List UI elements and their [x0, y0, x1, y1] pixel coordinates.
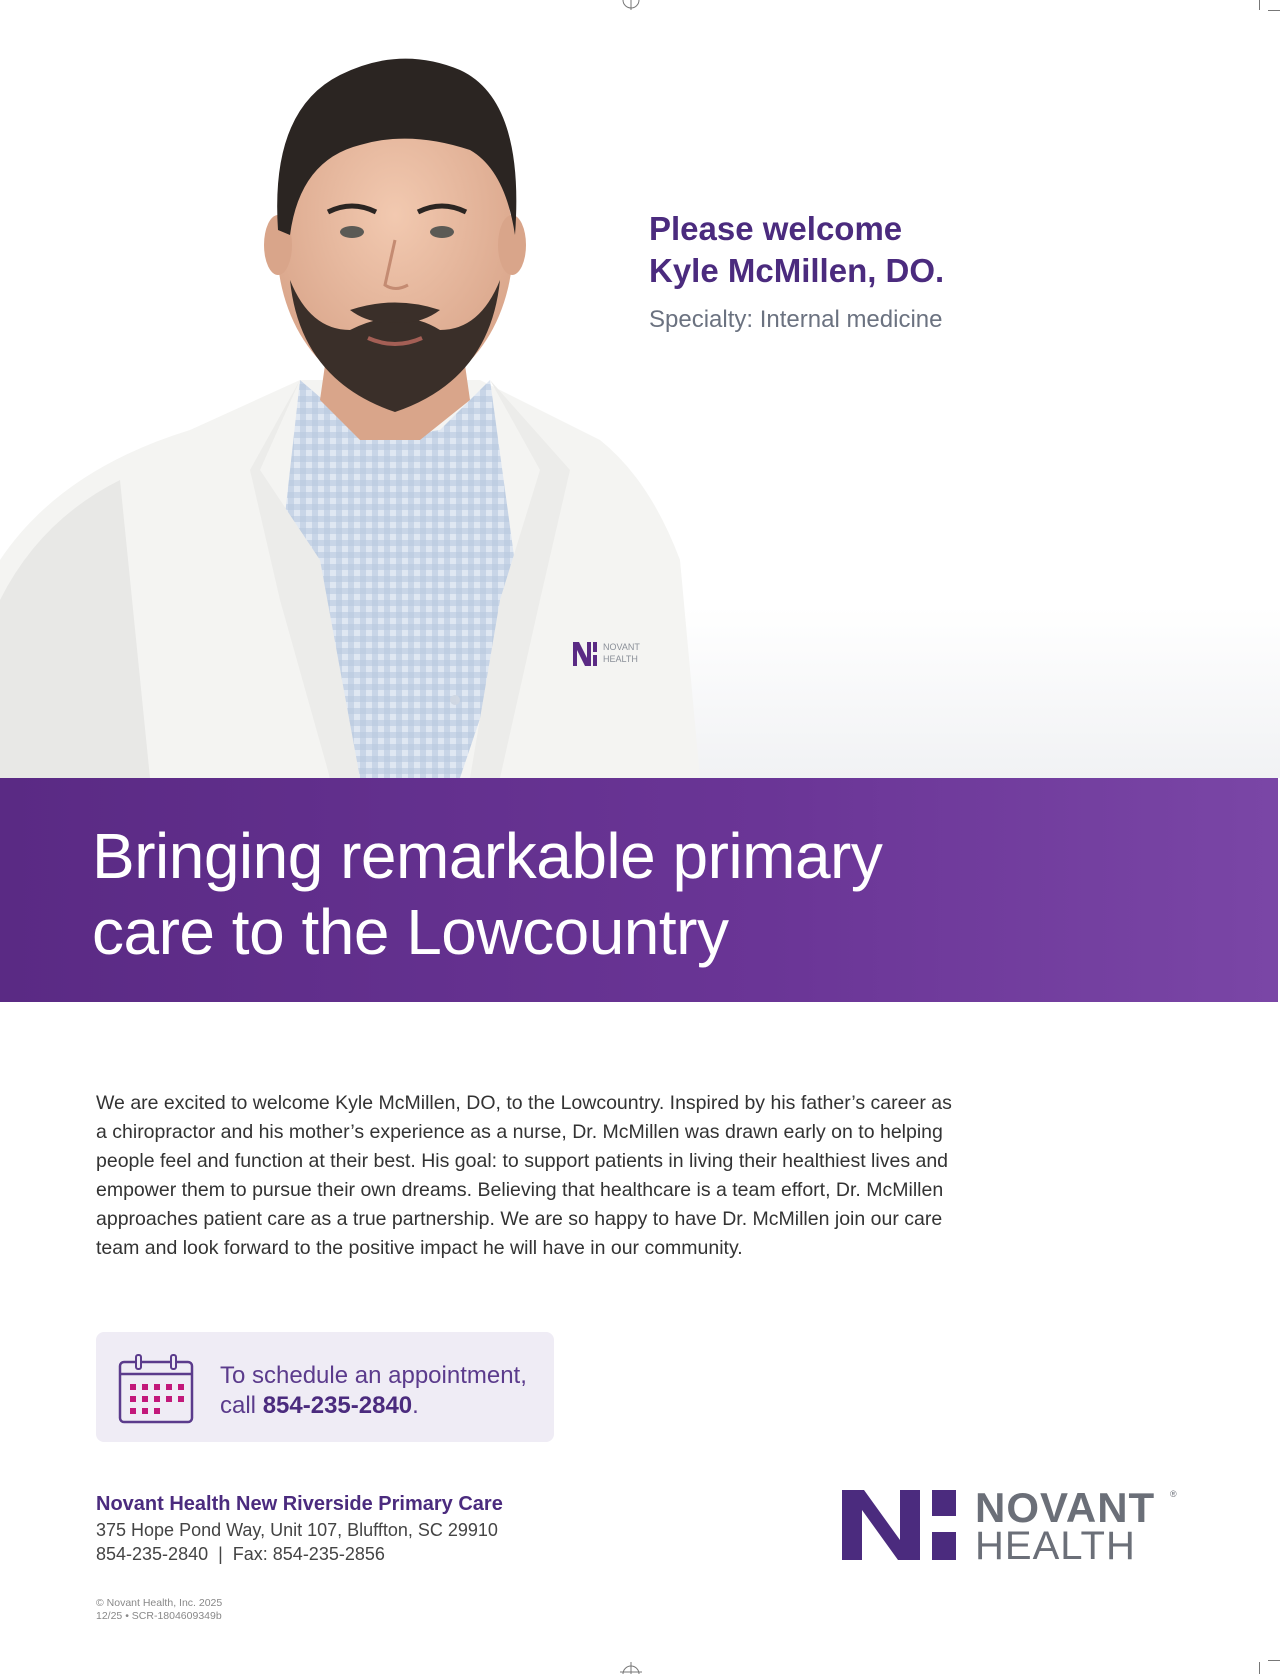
novant-mark-small-icon	[571, 640, 599, 668]
appointment-phone-link[interactable]: 854-235-2840	[262, 1392, 413, 1419]
clinic-phones: 854-235-2840 | Fax: 854-235-2856	[96, 1544, 385, 1564]
headline	[92, 818, 1192, 970]
appointment-line-2	[220, 1392, 419, 1420]
intro-paragraph: We are excited to welcome Kyle McMillen, DO, to the Lowcountry. Inspired by his father’s career as a chiropractor and his mother’s experience as a nurse, Dr. McMillen was drawn early on to helping people feel and function at their best. His goal: to support patients in living their healthiest lives and empower them to pursue their own dreams. Believing that healthcare is a team effort, Dr. McMillen approaches patient care as a true partnership. We are so happy to have Dr. McMillen join our care team and look forward to the positive impact he will have in our community.	[96, 1092, 952, 1259]
document-code: 12/25 • SCR-1804609349b	[96, 1610, 222, 1622]
clinic-name: Novant Health New Riverside Primary Care	[96, 1493, 503, 1515]
appointment-line-1: To schedule an appointment,	[220, 1362, 527, 1389]
registration-mark-icon	[620, 0, 642, 10]
crop-mark	[1268, 10, 1280, 11]
specialty-text: Specialty: Internal medicine	[649, 306, 943, 333]
crop-mark	[1268, 1660, 1280, 1661]
novant-health-logo-mark-icon	[842, 1488, 958, 1562]
headline-line-2: care to the Lowcountry	[92, 896, 729, 968]
registration-mark-icon	[620, 1662, 642, 1674]
headline-line-1: Bringing remarkable primary	[92, 820, 883, 892]
appointment-call-prefix: call	[220, 1392, 263, 1419]
clinic-address: 375 Hope Pond Way, Unit 107, Bluffton, SC 29910	[96, 1520, 498, 1540]
hero-photo-area	[0, 0, 1280, 778]
welcome-heading	[649, 208, 944, 292]
coat-logo-word2: HEALTH	[603, 654, 638, 664]
logo-word-novant: NOVANT	[975, 1484, 1156, 1531]
logo-word-health: HEALTH	[975, 1524, 1136, 1568]
crop-mark	[1259, 0, 1260, 10]
coat-logo	[571, 638, 651, 672]
registered-mark: ®	[1170, 1489, 1177, 1499]
copyright-text: © Novant Health, Inc. 2025	[96, 1597, 223, 1609]
calendar-icon	[118, 1354, 194, 1424]
doctor-name: Kyle McMillen, DO.	[649, 252, 945, 289]
welcome-line-1: Please welcome	[649, 210, 903, 247]
coat-logo-word1: NOVANT	[603, 642, 640, 652]
crop-mark	[1259, 1662, 1260, 1674]
appointment-suffix: .	[412, 1392, 419, 1419]
